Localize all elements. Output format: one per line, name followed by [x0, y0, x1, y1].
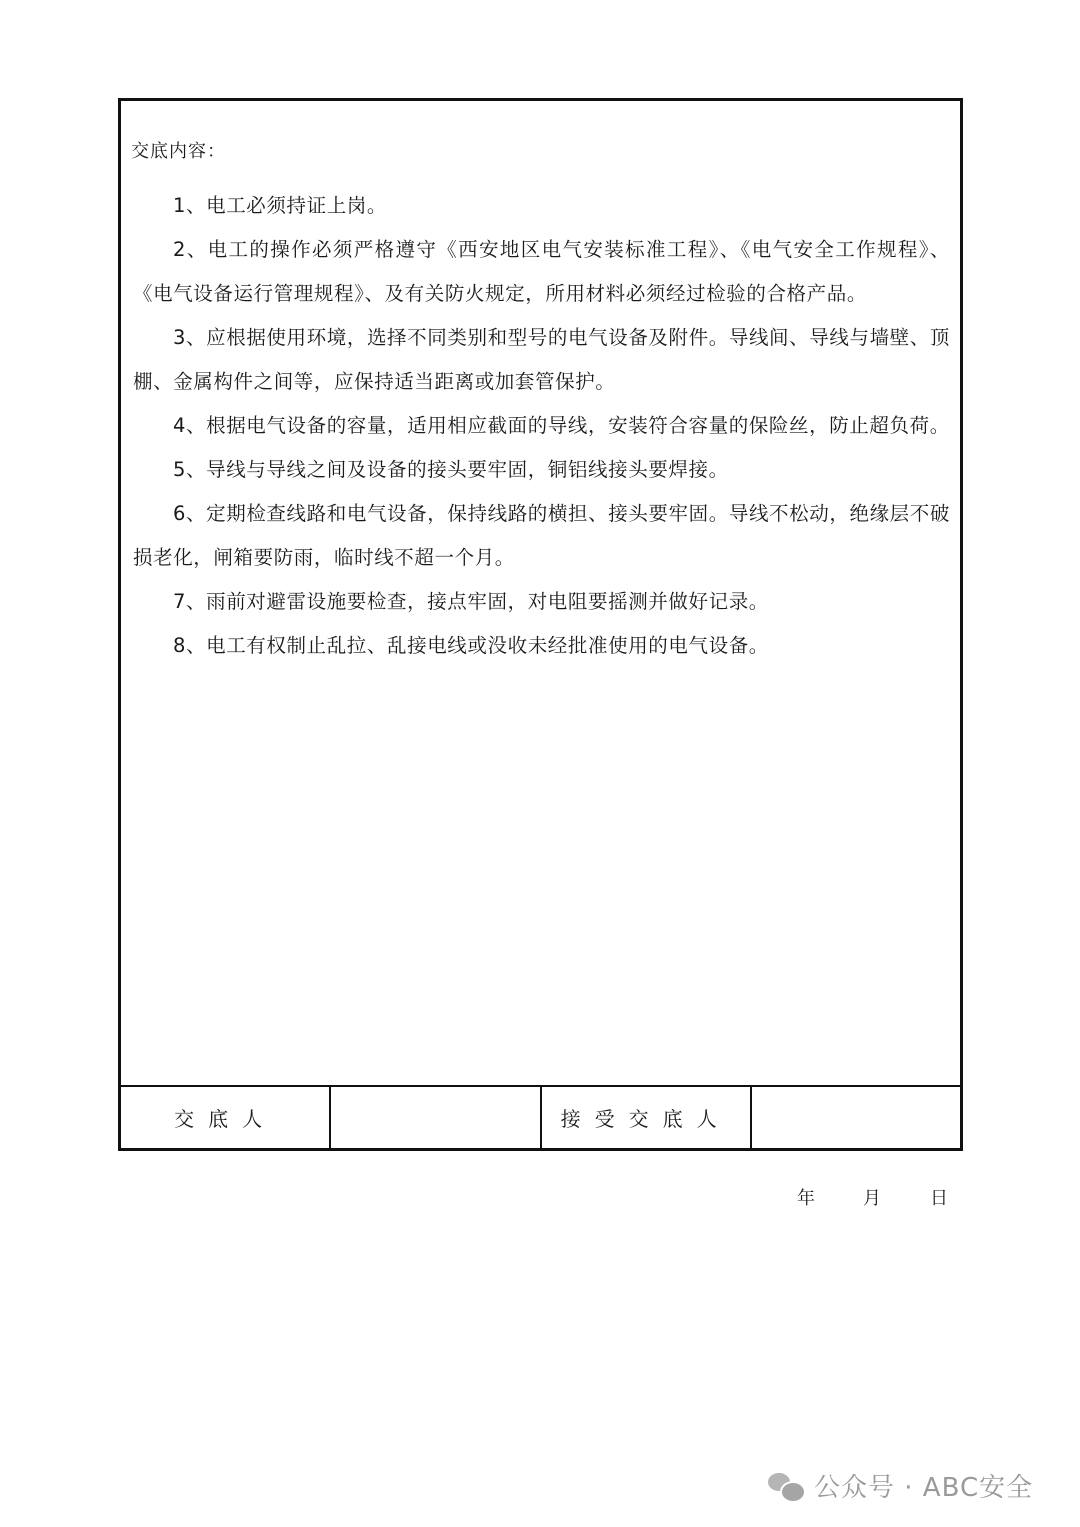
discloser-label: 交底人 [121, 1087, 331, 1148]
list-item: 3、应根据使用环境，选择不同类别和型号的电气设备及附件。导线间、导线与墙壁、顶棚、金属构件之间等，应保持适当距离或加套管保护。 [133, 326, 950, 393]
list-item: 5、导线与导线之间及设备的接头要牢固，铜铝线接头要焊接。 [173, 458, 729, 481]
receiver-label: 接受交底人 [542, 1087, 752, 1148]
wechat-icon [768, 1471, 804, 1501]
watermark [768, 1467, 1033, 1504]
list-item: 2、电工的操作必须严格遵守《西安地区电气安装标准工程》、《电气安全工作规程》、《电气设备运行管理规程》、及有关防火规定，所用材料必须经过检验的合格产品。 [133, 238, 950, 305]
list-item: 8、电工有权制止乱拉、乱接电线或没收未经批准使用的电气设备。 [173, 634, 769, 657]
date-month: 月 [863, 1188, 881, 1209]
date-day: 日 [930, 1188, 948, 1209]
date-year: 年 [797, 1188, 815, 1209]
list-item: 6、定期检查线路和电气设备，保持线路的横担、接头要牢固。导线不松动，绝缘层不破损老化，闸箱要防雨，临时线不超一个月。 [133, 502, 950, 569]
list-item: 7、雨前对避雷设施要检查，接点牢固，对电阻要摇测并做好记录。 [173, 590, 769, 613]
list-item: 4、根据电气设备的容量，适用相应截面的导线，安装符合容量的保险丝，防止超负荷。 [173, 414, 950, 437]
watermark-text: 公众号 · ABC安全 [814, 1473, 1034, 1503]
disclosure-form [118, 98, 963, 1151]
discloser-field[interactable] [331, 1087, 541, 1148]
item-list [133, 184, 950, 668]
signature-row [121, 1087, 960, 1148]
disclosure-content [121, 101, 960, 1087]
list-item: 1、电工必须持证上岗。 [173, 194, 388, 217]
receiver-field[interactable] [752, 1087, 960, 1148]
content-title: 交底内容： [131, 141, 226, 162]
